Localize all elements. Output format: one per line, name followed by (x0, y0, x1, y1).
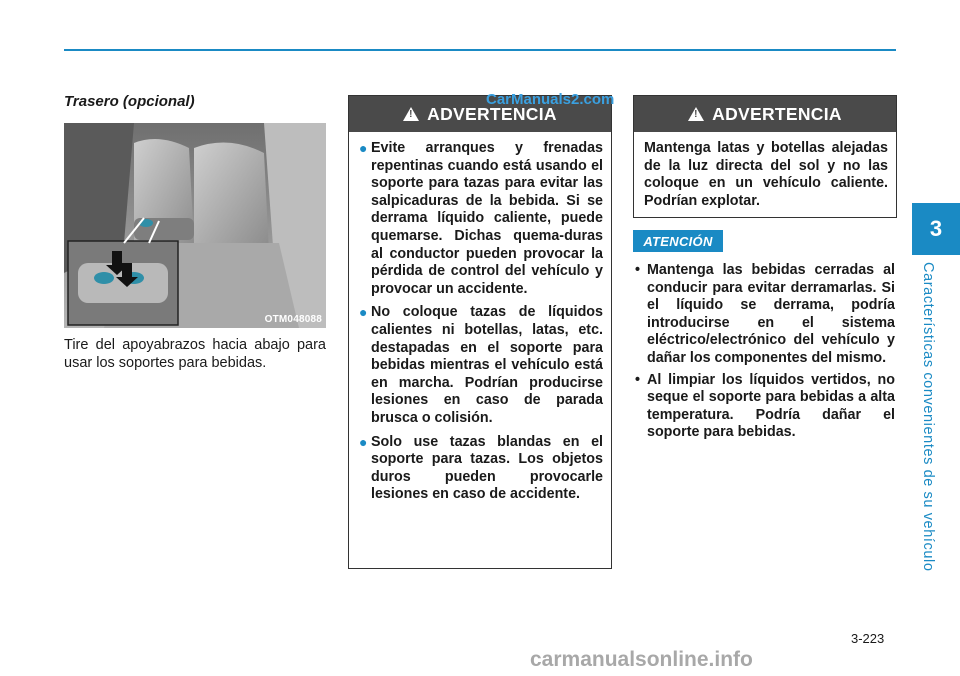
bullet-icon: • (635, 371, 641, 388)
rear-seat-illustration (64, 123, 326, 328)
warning-header (634, 96, 896, 132)
warning-body (634, 132, 896, 210)
bullet-icon: ● (359, 140, 368, 156)
warning-box-side (633, 95, 897, 218)
page-number: 3-223 (851, 631, 885, 646)
warning-item (359, 434, 603, 504)
warning-item-text: Evite arranques y frenadas repentinas cuando está usando el soporte para tazas para evitar las salpicaduras de la bebida. Si se derrama líquido caliente, puede quemarse. Dichas quema-duras al conductor pueden provocar la pérdida de control del vehículo y provocar un accidente. (371, 140, 603, 297)
intro-paragraph: Tire del apoyabrazos hacia abajo para usar los soportes para bebidas. (64, 337, 326, 371)
chapter-side-title: Características convenientes de su vehículo (920, 262, 936, 572)
chapter-number: 3 (929, 216, 943, 241)
caution-item-text: Mantenga las bebidas cerradas al conducir para evitar derramarlas. Si el líquido se derrama, podría introducirse en el sistema eléctrico/electrónico del vehículo y dañar los componentes del mismo. (647, 262, 895, 366)
warning-item-text: No coloque tazas de líquidos calientes ni botellas, latas, etc. destapadas en el soporte para bebidas mientras el vehículo está en marcha. Podrían producirse lesiones en caso de parada brusca o colisión. (371, 304, 603, 426)
warning-item-text: Solo use tazas blandas en el soporte para tazas. Los objetos duros pueden provocarle lesiones en caso de accidente. (371, 433, 603, 503)
caution-item (633, 372, 895, 442)
bullet-icon: ● (359, 433, 368, 450)
watermark-top: CarManuals2.com (486, 91, 615, 108)
bullet-icon: ● (359, 304, 368, 321)
section-heading: Trasero (opcional) (64, 93, 195, 110)
warning-title: ADVERTENCIA (427, 103, 557, 124)
caution-item (633, 262, 895, 368)
bullet-icon: • (635, 262, 641, 278)
caution-list (633, 262, 895, 446)
warning-text: Mantenga latas y botellas alejadas de la luz directa del sol y no las coloque en un vehículo caliente. Podrían explotar. (644, 140, 888, 209)
chapter-tab (912, 203, 960, 255)
warning-title: ADVERTENCIA (712, 103, 842, 124)
warning-icon (403, 107, 419, 121)
figure-code: OTM048088 (264, 314, 322, 325)
warning-box-main (348, 95, 612, 569)
warning-item (359, 304, 603, 427)
warning-item (359, 140, 603, 298)
warning-list (349, 132, 611, 504)
caution-item-text: Al limpiar los líquidos vertidos, no seque el soporte para bebidas a alta temperatura. Podría dañar el soporte para bebidas. (647, 371, 895, 441)
warning-icon (688, 107, 704, 121)
caution-badge: ATENCIÓN (633, 230, 723, 252)
top-rule (64, 49, 896, 51)
armrest-cupholder-photo (64, 123, 326, 328)
watermark-bottom: carmanualsonline.info (530, 648, 753, 671)
